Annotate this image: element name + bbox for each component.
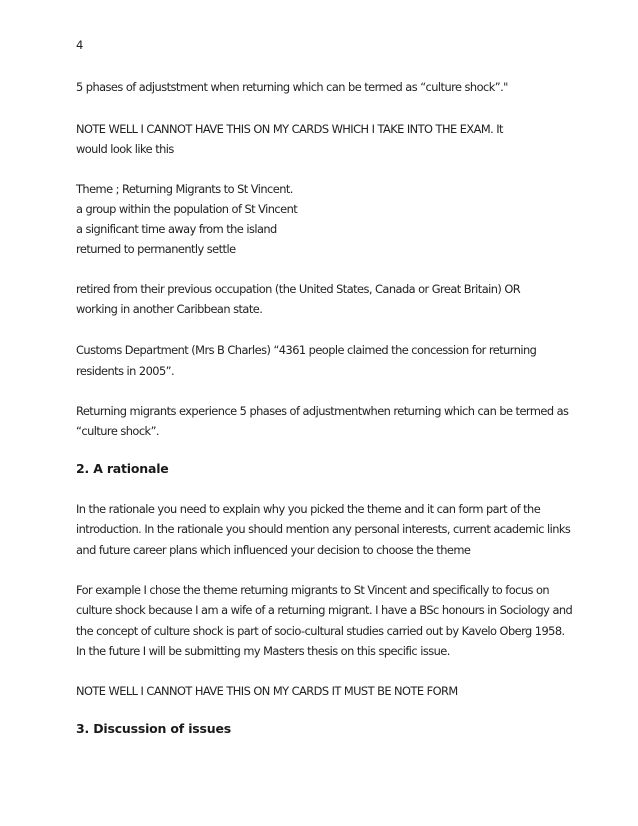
paragraph-line: For example I chose the theme returning migrants to St Vincent and specifically to focus on [76,583,550,597]
paragraph-line: the concept of culture shock is part of socio-cultural studies carried out by Kavelo Oberg 1958. [76,624,565,638]
paragraph-line: and future career plans which influenced your decision to choose the theme [76,543,471,557]
paragraph-line: NOTE WELL I CANNOT HAVE THIS ON MY CARDS IT MUST BE NOTE FORM [76,684,458,698]
paragraph-line: Theme ; Returning Migrants to St Vincent. [76,182,293,196]
section-heading-rationale: 2. A rationale [76,461,169,476]
paragraph-line: returned to permanently settle [76,242,236,256]
paragraph-line: Customs Department (Mrs B Charles) “4361 people claimed the concession for returning [76,343,537,357]
paragraph-line: a group within the population of St Vincent [76,202,298,216]
paragraph-line: retired from their previous occupation (the United States, Canada or Great Britain) OR [76,282,521,296]
paragraph-line: In the rationale you need to explain why you picked the theme and it can form part of the [76,502,541,516]
paragraph-line: culture shock because I am a wife of a returning migrant. I have a BSc honours in Sociology and [76,603,573,617]
page-number: 4 [76,38,84,52]
paragraph-line: NOTE WELL I CANNOT HAVE THIS ON MY CARDS WHICH I TAKE INTO THE EXAM. It [76,122,503,136]
paragraph-line: Returning migrants experience 5 phases of adjustmentwhen returning which can be termed as [76,404,569,418]
paragraph-line: residents in 2005”. [76,364,175,378]
paragraph-line: working in another Caribbean state. [76,302,263,316]
section-heading-discussion: 3. Discussion of issues [76,721,231,736]
paragraph-line: introduction. In the rationale you should mention any personal interests, current academic links [76,522,571,536]
paragraph-line: a significant time away from the island [76,222,277,236]
paragraph-line: 5 phases of adjuststment when returning which can be termed as “culture shock”." [76,80,508,94]
paragraph-line: In the future I will be submitting my Masters thesis on this specific issue. [76,644,450,658]
paragraph-line: “culture shock”. [76,424,159,438]
paragraph-line: would look like this [76,142,174,156]
